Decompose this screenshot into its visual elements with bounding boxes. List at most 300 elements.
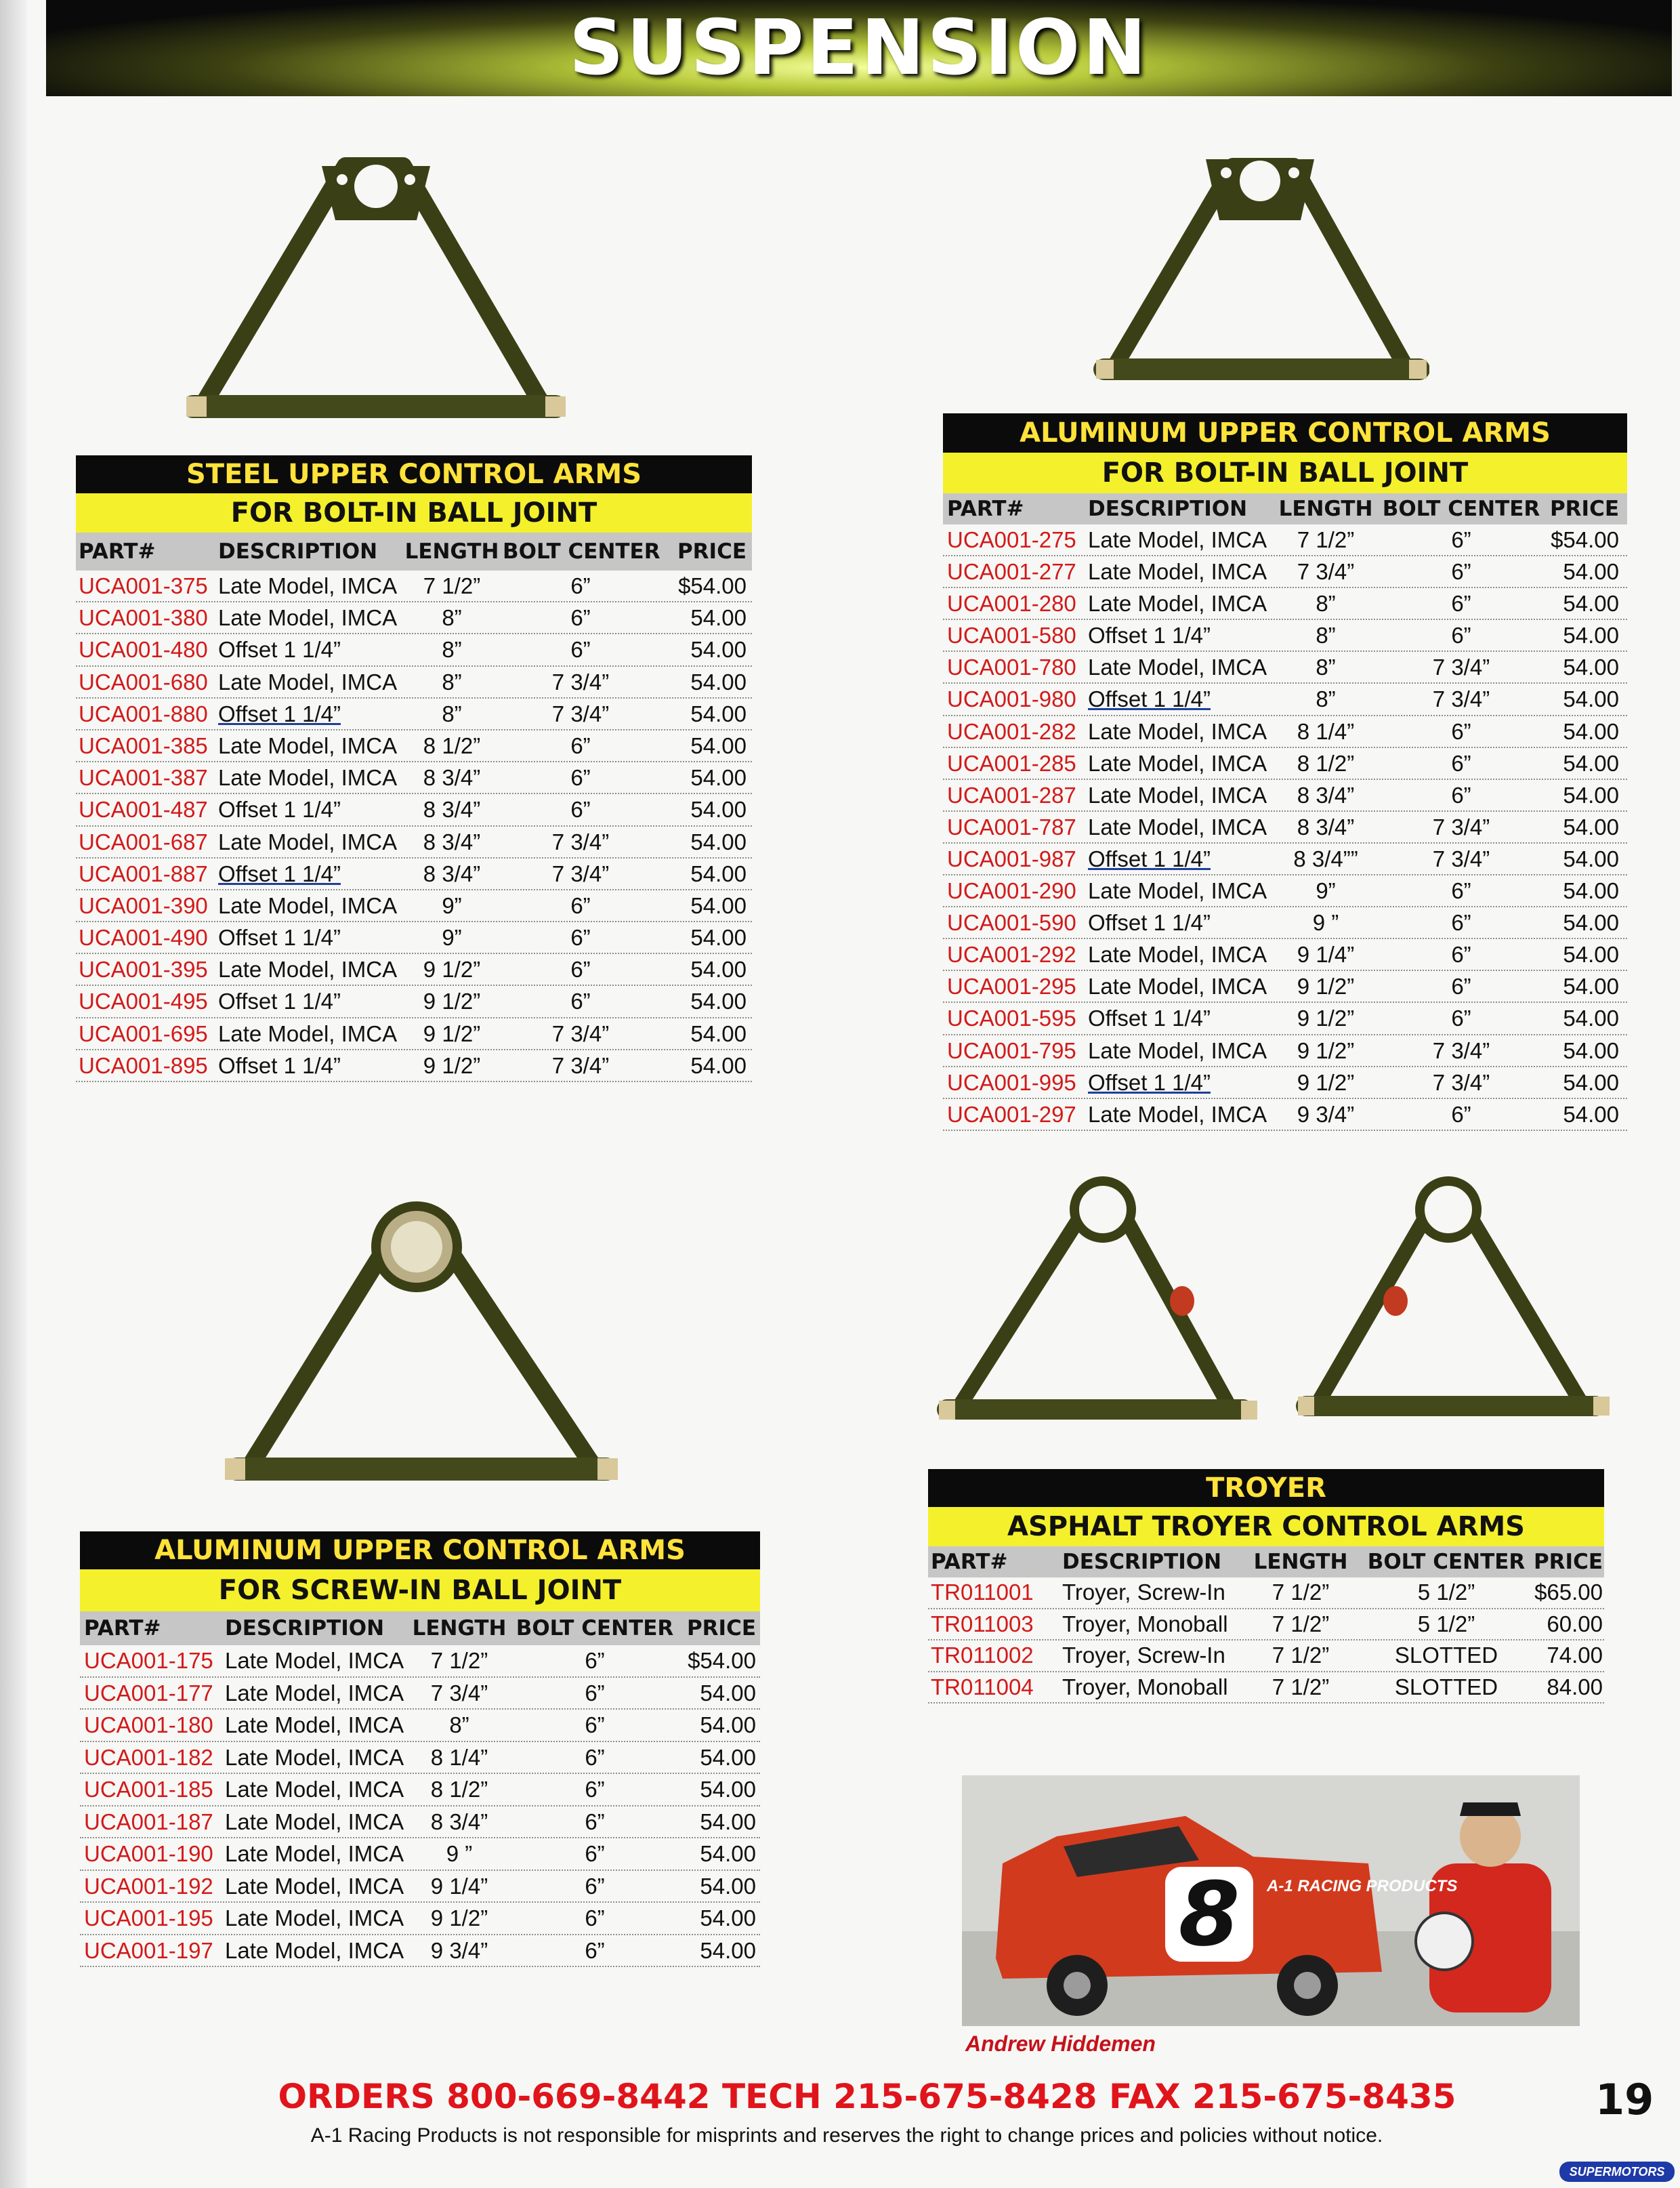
cell-length: 8 1/4” [430,1744,488,1770]
cell-description: Late Model, IMCA [225,1905,404,1931]
cell-description: Late Model, IMCA [218,892,398,918]
photo-caption: Andrew Hiddemen [965,2031,1156,2056]
table-row [76,827,752,859]
cell-price: 54.00 [700,1744,756,1770]
cell-length: 8” [1316,686,1336,712]
table-row [76,954,752,986]
cell-description: Late Model, IMCA [225,1841,404,1866]
cell-length: 8” [1316,623,1336,648]
cell-length: 7 3/4” [1297,559,1355,585]
table-row [943,716,1627,748]
cell-bolt-center: 6” [1451,718,1471,744]
steel-control-arm-photo [186,139,566,430]
cell-price: 54.00 [700,1777,756,1802]
column-header-length: LENGTH [404,539,499,564]
cell-part: UCA001-595 [947,1006,1076,1031]
cell-bolt-center: SLOTTED [1394,1643,1498,1668]
cell-part: UCA001-175 [84,1648,213,1673]
cell-part: UCA001-290 [947,878,1076,904]
cell-part: UCA001-980 [947,686,1076,712]
cell-length: 8 3/4” [423,797,481,823]
cell-description: Late Model, IMCA [218,573,398,598]
cell-bolt-center: 7 3/4” [1432,686,1490,712]
cell-part: UCA001-275 [947,527,1076,552]
cell-bolt-center: 7 3/4” [1432,814,1490,840]
cell-description: Late Model, IMCA [1088,591,1267,617]
cell-price: $54.00 [1551,527,1619,552]
cell-price: 54.00 [1563,559,1619,585]
column-header-part: PART# [84,1616,161,1640]
table-subtitle: FOR BOLT-IN BALL JOINT [943,453,1627,493]
cell-bolt-center: 5 1/2” [1417,1580,1475,1605]
cell-part: UCA001-390 [79,892,208,918]
cell-bolt-center: 6” [1451,910,1471,936]
cell-description: Offset 1 1/4” [218,637,341,663]
cell-price: 54.00 [690,797,747,823]
cell-bolt-center: 6” [1451,942,1471,968]
cell-bolt-center: 6” [570,573,591,598]
table-row [943,524,1627,556]
cell-price: 54.00 [700,1841,756,1866]
cell-description: Late Model, IMCA [1088,718,1267,744]
cell-price: 54.00 [690,989,747,1014]
cell-length: 8” [442,605,462,631]
section-header [46,0,1672,96]
cell-description: Offset 1 1/4” [1088,1069,1211,1095]
cell-part: UCA001-192 [84,1873,213,1899]
table-row [80,1838,760,1871]
cell-price: 54.00 [1563,1037,1619,1063]
cell-length: 9 1/2” [423,1052,481,1078]
cell-bolt-center: 7 3/4” [1432,655,1490,680]
table-row [943,971,1627,1003]
cell-part: UCA001-395 [79,957,208,983]
table-subtitle: FOR SCREW-IN BALL JOINT [80,1569,760,1611]
cell-part: UCA001-187 [84,1809,213,1834]
cell-part: UCA001-282 [947,718,1076,744]
cell-description: Late Model, IMCA [1088,559,1267,585]
car-number: 8 [1165,1867,1253,1962]
cell-description: Late Model, IMCA [218,957,398,983]
table-row [943,556,1627,588]
cell-bolt-center: 7 3/4” [1432,1069,1490,1095]
cell-part: UCA001-185 [84,1777,213,1802]
cell-part: UCA001-180 [84,1712,213,1737]
cell-bolt-center: 6” [585,1648,605,1673]
table-row [76,922,752,954]
cell-length: 7 1/2” [423,573,481,598]
cell-length: 8 1/4” [1297,718,1355,744]
table-body [76,571,752,1082]
column-header-price: PRICE [1549,497,1619,521]
column-header-description: DESCRIPTION [1062,1550,1222,1574]
cell-description: Late Model, IMCA [1088,655,1267,680]
cell-length: 9 1/2” [1297,1006,1355,1031]
cell-length: 9 3/4” [1297,1101,1355,1127]
column-header-part: PART# [79,539,156,564]
cell-length: 9 1/2” [423,957,481,983]
cell-part: UCA001-795 [947,1037,1076,1063]
cell-bolt-center: 6” [570,637,591,663]
cell-bolt-center: 6” [570,605,591,631]
cell-price: 54.00 [690,829,747,854]
cell-bolt-center: 7 3/4” [551,1020,610,1046]
column-header-length: LENGTH [1278,497,1373,521]
cell-price: 54.00 [1563,974,1619,999]
column-header-price: PRICE [686,1616,756,1640]
cell-description: Late Model, IMCA [1088,750,1267,776]
aluminum-bolt-in-arm-photo [1091,139,1429,390]
cell-price: 54.00 [1563,782,1619,808]
cell-price: 54.00 [1563,814,1619,840]
race-car-illustration [962,1775,1580,2026]
page-title: SUSPENSION [569,4,1149,92]
table-row [943,1067,1627,1099]
cell-length: 8” [1316,591,1336,617]
cell-part: UCA001-387 [79,765,208,791]
cell-length: 9 1/4” [1297,942,1355,968]
cell-part: UCA001-280 [947,591,1076,617]
cell-price: 54.00 [1563,1006,1619,1031]
cell-bolt-center: 7 3/4” [551,1052,610,1078]
cell-part: UCA001-285 [947,750,1076,776]
cell-description: Late Model, IMCA [225,1873,404,1899]
cell-bolt-center: 6” [1451,1101,1471,1127]
cell-part: UCA001-780 [947,655,1076,680]
cell-length: 9 1/2” [1297,1037,1355,1063]
cell-description: Late Model, IMCA [225,1809,404,1834]
cell-description: Late Model, IMCA [218,605,398,631]
cell-price: 54.00 [1563,878,1619,904]
table-row [80,1774,760,1807]
cell-price: 54.00 [690,669,747,695]
cell-price: 54.00 [1563,718,1619,744]
cell-part: UCA001-695 [79,1020,208,1046]
column-header-bolt-center: BOLT CENTER [1367,1550,1526,1574]
column-header-length: LENGTH [1253,1550,1348,1574]
cell-length: 7 1/2” [430,1648,488,1673]
table-row [928,1672,1604,1704]
cell-description: Late Model, IMCA [1088,878,1267,904]
cell-part: UCA001-495 [79,989,208,1014]
table-header-row [943,493,1627,524]
troyer-arm-photo-right [1294,1176,1612,1433]
column-header-length: LENGTH [412,1616,507,1640]
table-subtitle: ASPHALT TROYER CONTROL ARMS [928,1507,1604,1546]
cell-description: Late Model, IMCA [1088,814,1267,840]
cell-part: UCA001-487 [79,797,208,823]
table-row [943,844,1627,875]
table-header-row [76,533,752,571]
cell-length: 8” [442,669,462,695]
cell-price: 54.00 [1563,942,1619,968]
cell-length: 9” [442,925,462,951]
cell-price: 54.00 [1563,846,1619,871]
column-header-bolt-center: BOLT CENTER [516,1616,674,1640]
cell-description: Late Model, IMCA [218,765,398,791]
table-row [80,1645,760,1678]
cell-length: 8 1/2” [430,1777,488,1802]
cell-length: 9 1/2” [430,1905,488,1931]
troyer-arm-photo-left [935,1176,1260,1440]
cell-length: 7 3/4” [430,1680,488,1706]
cell-length: 7 1/2” [1297,527,1355,552]
column-header-bolt-center: BOLT CENTER [503,539,660,564]
cell-price: 54.00 [690,1052,747,1078]
cell-description: Offset 1 1/4” [218,925,341,951]
race-car-photo [962,1775,1580,2026]
cell-price: 54.00 [700,1680,756,1706]
cell-part: UCA001-880 [79,701,208,726]
column-header-part: PART# [947,497,1024,521]
cell-bolt-center: 6” [1451,623,1471,648]
cell-price: 54.00 [1563,750,1619,776]
table-row [76,890,752,922]
table-row [76,634,752,666]
cell-price: $54.00 [678,573,747,598]
table-row [943,684,1627,716]
column-header-part: PART# [931,1550,1008,1574]
cell-length: 9 1/2” [423,989,481,1014]
cell-bolt-center: 6” [1451,559,1471,585]
cell-description: Offset 1 1/4” [218,989,341,1014]
table-row [943,1099,1627,1131]
page-number: 19 [1595,2075,1654,2124]
cell-price: 54.00 [690,637,747,663]
cell-bolt-center: 5 1/2” [1417,1611,1475,1636]
cell-length: 7 1/2” [1272,1611,1330,1636]
site-watermark-badge: SUPERMOTORS [1559,2162,1675,2182]
cell-bolt-center: 6” [585,1680,605,1706]
table-body [943,524,1627,1131]
table-row [80,1678,760,1710]
table-body [80,1645,760,1967]
table-row [76,1050,752,1082]
cell-length: 9 3/4” [430,1937,488,1963]
cell-bolt-center: 6” [1451,1006,1471,1031]
cell-bolt-center: 6” [570,957,591,983]
aluminum-screw-in-arms-table [80,1531,760,1967]
cell-description: Late Model, IMCA [1088,527,1267,552]
cell-bolt-center: 6” [585,1744,605,1770]
cell-length: 9 ” [1312,910,1339,936]
cell-description: Offset 1 1/4” [1088,623,1211,648]
cell-description: Late Model, IMCA [1088,942,1267,968]
cell-part: UCA001-590 [947,910,1076,936]
cell-price: 54.00 [1563,591,1619,617]
cell-description: Offset 1 1/4” [218,1052,341,1078]
cell-length: 8 3/4” [423,829,481,854]
table-row [76,699,752,730]
cell-price: 54.00 [700,1873,756,1899]
cell-description: Late Model, IMCA [225,1712,404,1737]
cell-length: 9 1/2” [423,1020,481,1046]
troyer-control-arms-table [928,1469,1604,1704]
cell-price: 54.00 [690,957,747,983]
aluminum-screw-in-arm-photo [217,1199,623,1491]
table-row [80,1807,760,1839]
cell-part: UCA001-680 [79,669,208,695]
table-row [943,875,1627,907]
cell-bolt-center: 6” [585,1873,605,1899]
table-row [76,602,752,634]
cell-bolt-center: 6” [585,1712,605,1737]
table-row [76,986,752,1018]
cell-price: 54.00 [700,1937,756,1963]
cell-part: UCA001-987 [947,846,1076,871]
steel-control-arms-table [76,455,752,1082]
cell-bolt-center: 6” [585,1841,605,1866]
cell-description: Offset 1 1/4” [218,797,341,823]
cell-length: 9 ” [446,1841,473,1866]
cell-price: 54.00 [690,605,747,631]
cell-part: UCA001-887 [79,861,208,886]
cell-price: 54.00 [1563,655,1619,680]
table-row [943,748,1627,780]
cell-length: 8 1/2” [1297,750,1355,776]
table-title: ALUMINUM UPPER CONTROL ARMS [80,1531,760,1569]
table-row [80,1871,760,1903]
cell-description: Late Model, IMCA [225,1937,404,1963]
cell-part: TR011004 [931,1674,1034,1699]
cell-description: Troyer, Monoball [1062,1611,1228,1636]
cell-price: 74.00 [1547,1643,1603,1668]
cell-length: 8” [442,701,462,726]
cell-bolt-center: 6” [570,797,591,823]
cell-part: TR011001 [931,1580,1034,1605]
column-header-description: DESCRIPTION [218,539,378,564]
cell-length: 7 1/2” [1272,1643,1330,1668]
disclaimer: A-1 Racing Products is not responsible for misprints and reserves the right to change prices and policies without notice. [310,2124,1383,2147]
cell-bolt-center: 6” [570,892,591,918]
cell-description: Late Model, IMCA [225,1648,404,1673]
cell-part: UCA001-385 [79,732,208,758]
cell-bolt-center: 6” [585,1905,605,1931]
cell-length: 8 3/4” [423,765,481,791]
cell-price: 54.00 [690,1020,747,1046]
car-sponsor-logo: A-1 RACING PRODUCTS [1267,1877,1458,1895]
table-row [76,667,752,699]
cell-description: Late Model, IMCA [225,1744,404,1770]
cell-description: Late Model, IMCA [1088,782,1267,808]
cell-price: $65.00 [1534,1580,1603,1605]
cell-description: Late Model, IMCA [225,1777,404,1802]
cell-part: UCA001-580 [947,623,1076,648]
cell-price: 54.00 [690,861,747,886]
column-header-description: DESCRIPTION [1088,497,1248,521]
cell-part: UCA001-197 [84,1937,213,1963]
cell-part: UCA001-380 [79,605,208,631]
cell-bolt-center: 6” [1451,974,1471,999]
cell-part: UCA001-287 [947,782,1076,808]
cell-part: UCA001-297 [947,1101,1076,1127]
cell-part: UCA001-375 [79,573,208,598]
cell-description: Late Model, IMCA [1088,974,1267,999]
cell-description: Offset 1 1/4” [1088,910,1211,936]
table-row [76,571,752,602]
cell-length: 8” [449,1712,469,1737]
table-row [943,620,1627,652]
table-row [928,1577,1604,1609]
cell-bolt-center: 6” [1451,591,1471,617]
cell-length: 8 3/4”” [1293,846,1358,871]
cell-description: Late Model, IMCA [218,829,398,854]
cell-price: 54.00 [700,1809,756,1834]
table-row [80,1742,760,1775]
table-row [76,1018,752,1050]
cell-bolt-center: 6” [585,1777,605,1802]
table-subtitle: FOR BOLT-IN BALL JOINT [76,493,752,533]
cell-length: 8” [1316,655,1336,680]
cell-description: Offset 1 1/4” [218,701,341,726]
cell-part: UCA001-195 [84,1905,213,1931]
cell-part: UCA001-295 [947,974,1076,999]
cell-bolt-center: 6” [1451,782,1471,808]
cell-price: 54.00 [1563,1069,1619,1095]
cell-bolt-center: 6” [585,1809,605,1834]
cell-length: 8 3/4” [1297,782,1355,808]
table-row [943,1003,1627,1035]
cell-description: Late Model, IMCA [1088,1101,1267,1127]
table-row [943,812,1627,844]
cell-part: UCA001-177 [84,1680,213,1706]
cell-price: 54.00 [1563,686,1619,712]
table-row [928,1640,1604,1672]
cell-length: 8 3/4” [1297,814,1355,840]
cell-bolt-center: 6” [570,925,591,951]
table-row [76,730,752,762]
column-header-price: PRICE [677,539,747,564]
contact-phone-numbers: ORDERS 800-669-8442 TECH 215-675-8428 FAX 215-675-8435 [278,2077,1456,2116]
cell-price: 84.00 [1547,1674,1603,1699]
cell-part: UCA001-190 [84,1841,213,1866]
cell-length: 9 1/4” [430,1873,488,1899]
cell-length: 8 1/2” [423,732,481,758]
cell-price: 54.00 [1563,1101,1619,1127]
cell-bolt-center: 6” [570,732,591,758]
cell-part: UCA001-490 [79,925,208,951]
cell-price: $54.00 [688,1648,756,1673]
cell-bolt-center: 6” [1451,527,1471,552]
table-title: ALUMINUM UPPER CONTROL ARMS [943,413,1627,453]
cell-price: 54.00 [690,892,747,918]
table-header-row [80,1611,760,1645]
cell-bolt-center: 7 3/4” [1432,846,1490,871]
table-row [943,588,1627,620]
cell-part: UCA001-292 [947,942,1076,968]
page-binding-edge [0,0,27,2188]
cell-length: 7 1/2” [1272,1674,1330,1699]
cell-price: 54.00 [690,925,747,951]
cell-bolt-center: 6” [1451,750,1471,776]
table-row [943,907,1627,939]
cell-bolt-center: SLOTTED [1394,1674,1498,1699]
cell-length: 9 1/2” [1297,1069,1355,1095]
cell-part: UCA001-687 [79,829,208,854]
cell-description: Troyer, Screw-In [1062,1643,1225,1668]
cell-part: UCA001-182 [84,1744,213,1770]
table-row [943,652,1627,684]
cell-bolt-center: 6” [1451,878,1471,904]
table-row [928,1609,1604,1641]
cell-bolt-center: 7 3/4” [1432,1037,1490,1063]
table-title: STEEL UPPER CONTROL ARMS [76,455,752,493]
cell-length: 7 1/2” [1272,1580,1330,1605]
table-row [76,859,752,890]
column-header-bolt-center: BOLT CENTER [1382,497,1540,521]
cell-bolt-center: 6” [570,765,591,791]
table-row [80,1903,760,1935]
